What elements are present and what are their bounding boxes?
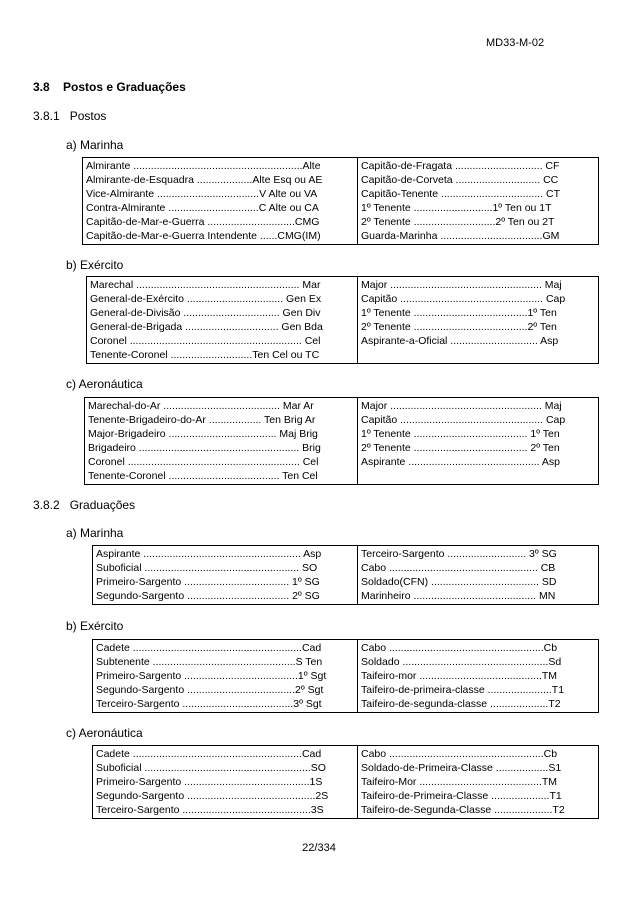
graduacoes-exercito-left (93, 640, 358, 713)
rank-entry: Taifeiro-de-Segunda-Classe ....................T2 (361, 804, 565, 816)
rank-entry: Capitão-de-Corveta ............................. CC (361, 174, 559, 186)
rank-entry: Almirante-de-Esquadra ...................Alte Esq ou AE (86, 174, 323, 186)
rank-entry: Suboficial ..................................................... SO (96, 562, 318, 574)
graduacoes-exercito-right (358, 640, 599, 713)
postos-exercito-left (87, 277, 358, 364)
postos-exercito-label: b) Exército (66, 258, 124, 272)
rank-entry: Terceiro-Sargento ........................... 3º SG (361, 548, 557, 560)
rank-entry: Suboficial .........................................................SO (96, 762, 326, 774)
rank-entry: Taifeiro-de-Primeira-Classe ....................T1 (361, 790, 562, 802)
rank-entry: Aspirante-a-Oficial .............................. Asp (361, 335, 559, 347)
rank-entry: Coronel ........................................................... Cel (90, 335, 321, 347)
graduacoes-aeronautica-table (92, 745, 599, 819)
postos-aeronautica-label: c) Aeronáutica (66, 377, 143, 391)
rank-entry: Guarda-Marinha ...................................GM (361, 230, 560, 242)
rank-entry: Segundo-Sargento ............................................2S (96, 790, 329, 802)
rank-entry: Cabo .....................................................Cb (361, 642, 558, 654)
graduacoes-aeronautica-left (93, 746, 358, 819)
rank-entry: Major .................................................... Maj (361, 400, 562, 412)
doc-code: MD33-M-02 (486, 37, 545, 49)
graduacoes-heading (33, 498, 135, 512)
rank-entry: 1º Tenente ...........................1º Ten ou 1T (361, 202, 552, 214)
rank-entry: Vice-Almirante ...................................V Alte ou VA (86, 188, 318, 200)
rank-entry: Soldado(CFN) ..................................... SD (361, 576, 557, 588)
rank-entry: Taifeiro-Mor ..........................................TM (361, 776, 558, 788)
rank-entry: Cabo .....................................................Cb (361, 748, 558, 760)
postos-heading (33, 109, 106, 123)
section-number: 3.8 (33, 80, 50, 94)
rank-entry: Segundo-Sargento ................................... 2º SG (96, 590, 320, 602)
rank-entry: Marinheiro .......................................... MN (361, 590, 556, 602)
graduacoes-number: 3.8.2 (33, 498, 60, 512)
rank-entry: Capitão ................................................. Cap (361, 414, 566, 426)
graduacoes-aeronautica-right (358, 746, 599, 819)
rank-entry: General-de-Exército ................................. Gen Ex (90, 293, 322, 305)
rank-entry: Marechal-do-Ar ........................................ Mar Ar (88, 400, 314, 412)
rank-entry: Brigadeiro ....................................................... Brig (88, 442, 321, 454)
rank-entry: Segundo-Sargento .....................................2º Sgt (96, 684, 324, 696)
rank-entry: Cadete ..........................................................Cad (96, 642, 322, 654)
rank-entry: Cadete ..........................................................Cad (96, 748, 322, 760)
rank-entry: Major .................................................... Maj (361, 279, 562, 291)
postos-marinha-right (358, 158, 599, 245)
rank-entry: Taifeiro-mor ..........................................TM (361, 670, 558, 682)
section-title: Postos e Graduações (63, 80, 186, 94)
rank-entry: Capitão-Tenente ................................... CT (361, 188, 560, 200)
graduacoes-exercito-table (92, 639, 599, 713)
rank-entry: 2º Tenente ............................2º Ten ou 2T (361, 216, 555, 228)
rank-entry: Capitão-de-Mar-e-Guerra Intendente ......CMG(IM) (86, 230, 321, 242)
rank-entry: Primeiro-Sargento .................................... 1º SG (96, 576, 320, 588)
rank-entry: Marechal ........................................................ Mar (90, 279, 321, 291)
rank-entry: 1º Tenente ....................................... 1º Ten (361, 428, 560, 440)
rank-entry: Terceiro-Sargento ......................................3º Sgt (96, 698, 322, 710)
postos-aeronautica-left (85, 398, 358, 485)
rank-entry: General-de-Divisão ................................. Gen Div (90, 307, 321, 319)
rank-entry: 2º Tenente ....................................... 2º Ten (361, 442, 560, 454)
graduacoes-title: Graduações (69, 498, 136, 512)
rank-entry: Taifeiro-de-primeira-classe ......................T1 (361, 684, 565, 696)
postos-marinha-table (82, 157, 599, 245)
rank-entry: 1º Tenente .......................................1º Ten (361, 307, 557, 319)
graduacoes-exercito-label: b) Exército (66, 619, 124, 633)
empty-row (361, 469, 595, 483)
postos-exercito-right (358, 277, 599, 364)
graduacoes-aeronautica-label: c) Aeronáutica (66, 726, 143, 740)
rank-entry: 2º Tenente .......................................2º Ten (361, 321, 557, 333)
rank-entry: Coronel ........................................................... Cel (88, 456, 319, 468)
rank-entry: Terceiro-Sargento ............................................3S (96, 804, 324, 816)
rank-entry: Primeiro-Sargento .......................................1º Sgt (96, 670, 327, 682)
rank-entry: Taifeiro-de-segunda-classe ....................T2 (361, 698, 561, 710)
postos-marinha-left (83, 158, 358, 245)
graduacoes-marinha-left (93, 546, 358, 605)
graduacoes-marinha-right (358, 546, 599, 605)
rank-entry: Tenente-Coronel ...................................... Ten Cel (88, 470, 318, 482)
postos-aeronautica-table (84, 397, 599, 485)
rank-entry: Aspirante ...................................................... Asp (96, 548, 322, 560)
graduacoes-marinha-table (92, 545, 599, 605)
rank-entry: Primeiro-Sargento ...........................................1S (96, 776, 323, 788)
empty-row (361, 348, 595, 362)
section-heading (33, 80, 186, 94)
rank-entry: Tenente-Brigadeiro-do-Ar .................. Ten Brig Ar (88, 414, 316, 426)
rank-entry: Cabo ................................................... CB (361, 562, 556, 574)
postos-title: Postos (69, 109, 107, 123)
rank-entry: Contra-Almirante ...............................C Alte ou CA (86, 202, 319, 214)
graduacoes-marinha-label: a) Marinha (66, 526, 124, 540)
postos-aeronautica-right (358, 398, 599, 485)
rank-entry: Aspirante ............................................. Asp (361, 456, 560, 468)
postos-exercito-table (86, 276, 599, 364)
rank-entry: Capitão ................................................. Cap (361, 293, 566, 305)
rank-entry: Capitão-de-Fragata .............................. CF (361, 160, 560, 172)
rank-entry: Tenente-Coronel ............................Ten Cel ou TC (90, 349, 320, 361)
rank-entry: Capitão-de-Mar-e-Guerra ..............................CMG (86, 216, 320, 228)
postos-marinha-label: a) Marinha (66, 138, 124, 152)
postos-number: 3.8.1 (33, 109, 60, 123)
rank-entry: General-de-Brigada ................................ Gen Bda (90, 321, 323, 333)
rank-entry: Subtenente .................................................S Ten (96, 656, 323, 668)
rank-entry: Almirante ..........................................................Alte (86, 160, 321, 172)
rank-entry: Major-Brigadeiro ..................................... Maj Brig (88, 428, 318, 440)
rank-entry: Soldado-de-Primeira-Classe ..................S1 (361, 762, 562, 774)
page-number: 22/334 (302, 842, 336, 854)
rank-entry: Soldado ..................................................Sd (361, 656, 562, 668)
